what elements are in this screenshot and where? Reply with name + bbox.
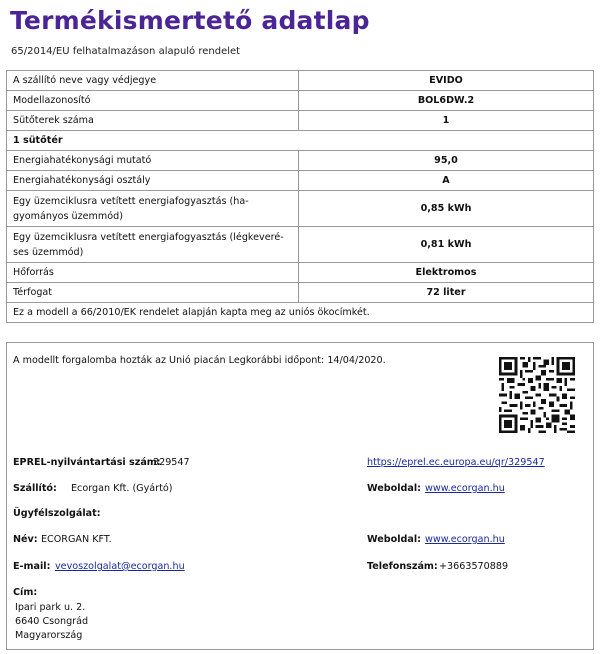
row-label: Modellazonosító [7, 91, 299, 111]
row-value: 72 liter [299, 283, 594, 303]
table-row [7, 303, 594, 323]
row-value: BOL6DW.2 [299, 91, 594, 111]
row-label-line2: ses üzemmód) [13, 246, 84, 258]
row-value: Elektromos [299, 263, 594, 283]
website2-label: Weboldal: [367, 534, 421, 545]
name-value: ECORGAN KFT. [41, 534, 112, 545]
table-row [7, 283, 594, 303]
website-label: Weboldal: [367, 483, 421, 494]
supplier-info-box [6, 342, 594, 650]
qr-code-icon [499, 357, 575, 433]
table-row [7, 151, 594, 171]
row-label: Energiahatékonysági osztály [7, 171, 299, 191]
address-label: Cím: [13, 587, 38, 598]
supplier-label: Szállító: [13, 483, 57, 494]
email-label: E-mail: [13, 561, 51, 572]
row-label: Hőforrás [7, 263, 299, 283]
address-line-3: Magyarország [15, 630, 83, 641]
row-label: Energiahatékonysági mutató [7, 151, 299, 171]
row-value: A [299, 171, 594, 191]
row-label [7, 191, 299, 227]
address-line-2: 6640 Csongrád [15, 616, 89, 627]
address-line-1: Ipari park u. 2. [15, 602, 86, 613]
table-row [7, 111, 594, 131]
name-label: Név: [13, 534, 38, 545]
table-row [7, 191, 594, 227]
eprel-number: 329547 [153, 457, 190, 468]
eprel-label: EPREL-nyilvántartási szám: [13, 457, 161, 468]
row-label [7, 227, 299, 263]
eprel-link[interactable]: https://eprel.ec.europa.eu/qr/329547 [367, 457, 545, 468]
product-spec-table [6, 70, 594, 323]
row-label: Sütőterek száma [7, 111, 299, 131]
table-row [7, 171, 594, 191]
row-label-line2: gyományos üzemmód) [13, 210, 123, 222]
phone-value: +3663570889 [439, 561, 509, 572]
regulation-subtitle: 65/2014/EU felhatalmazáson alapuló rendelet [11, 46, 241, 57]
row-value: EVIDO [299, 71, 594, 91]
table-row [7, 227, 594, 263]
row-value: 95,0 [299, 151, 594, 171]
row-value: 0,81 kWh [299, 227, 594, 263]
website-link[interactable]: www.ecorgan.hu [425, 483, 505, 494]
row-label: A szállító neve vagy védjegye [7, 71, 299, 91]
phone-label: Telefonszám: [367, 561, 438, 572]
row-label: Térfogat [7, 283, 299, 303]
customer-service-label: Ügyfélszolgálat: [13, 508, 101, 519]
row-label-line1: Egy üzemciklusra vetített energiafogyasztás (légkeveré- [13, 231, 284, 243]
table-row [7, 91, 594, 111]
market-date-text: A modellt forgalomba hozták az Unió piacán Legkorábbi időpont: 14/04/2020. [13, 355, 386, 366]
website2-link[interactable]: www.ecorgan.hu [425, 534, 505, 545]
row-value: 1 [299, 111, 594, 131]
table-row [7, 263, 594, 283]
table-row [7, 71, 594, 91]
email-link[interactable]: vevoszolgalat@ecorgan.hu [55, 561, 185, 572]
ecolabel-note: Ez a modell a 66/2010/EK rendelet alapján kapta meg az uniós ökocímkét. [7, 303, 594, 323]
section-label: 1 sütőtér [7, 131, 594, 151]
supplier-value: Ecorgan Kft. (Gyártó) [71, 483, 173, 494]
row-value: 0,85 kWh [299, 191, 594, 227]
section-row [7, 131, 594, 151]
row-label-line1: Egy üzemciklusra vetített energiafogyasztás (ha- [13, 195, 249, 207]
page-title: Termékismertető adatlap [10, 6, 370, 35]
